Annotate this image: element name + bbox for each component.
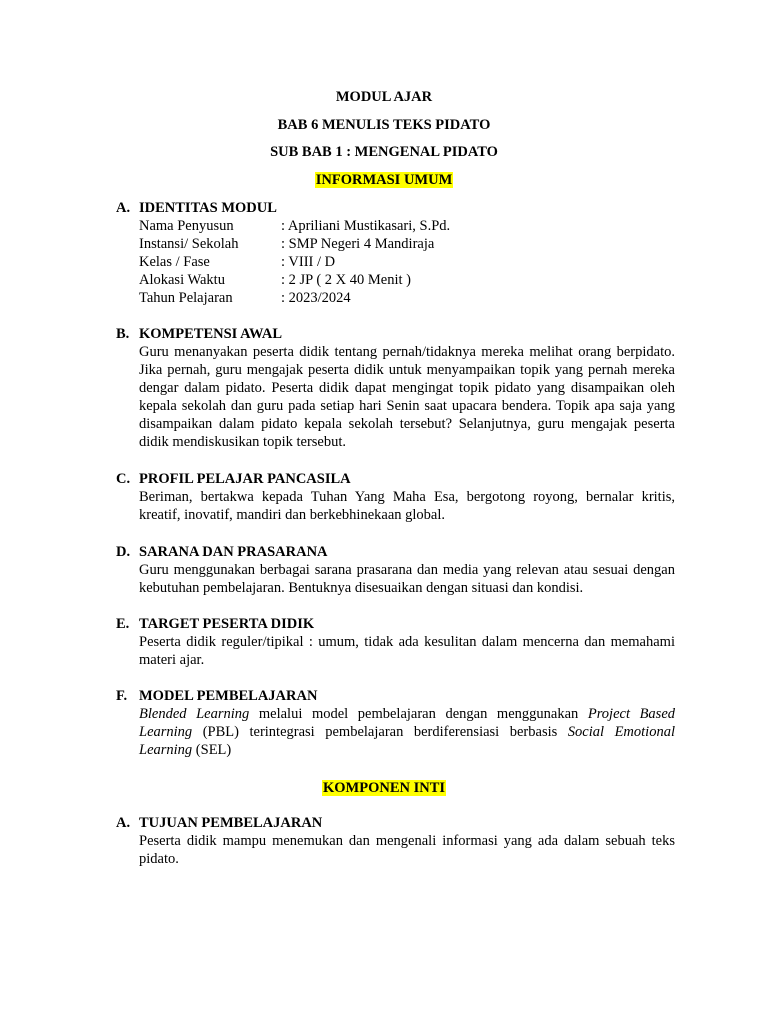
section-sarana — [116, 543, 676, 597]
section-heading — [116, 687, 676, 705]
body-text: (PBL) terintegrasi pembelajaran berdiferensiasi berbasis — [192, 724, 568, 740]
section-body: Beriman, bertakwa kepada Tuhan Yang Maha Esa, bergotong royong, bernalar kritis, kreatif, inovatif, mandiri dan berkebhinekaan global. — [139, 489, 675, 523]
section-body: Peserta didik mampu menemukan dan mengenali informasi yang ada dalam sebuah teks pidato. — [139, 833, 675, 867]
section-letter: A. — [116, 200, 131, 216]
komponen-inti-label: KOMPONEN INTI — [322, 780, 446, 796]
identitas-key: Kelas / Fase — [139, 254, 210, 270]
section-heading — [116, 325, 676, 343]
section-heading — [116, 615, 676, 633]
section-letter: D. — [116, 544, 131, 560]
identitas-key: Alokasi Waktu — [139, 272, 225, 288]
section-heading — [116, 543, 676, 561]
term-blended: Blended Learning — [139, 706, 250, 722]
section-kompetensi — [116, 325, 676, 451]
identitas-key: Tahun Pelajaran — [139, 290, 233, 306]
identitas-row — [139, 217, 675, 235]
section-model — [116, 687, 676, 759]
identitas-row — [139, 253, 675, 271]
section-body — [139, 705, 675, 759]
identitas-key: Instansi/ Sekolah — [139, 236, 239, 252]
term-pbl: Project Based Learning — [139, 706, 676, 740]
identitas-row — [139, 235, 675, 253]
section-body: Guru menanyakan peserta didik tentang pernah/tidaknya mereka melihat orang berpidato. Jika pernah, guru mengajak peserta didik untuk menyampaikan topik yang pernah mereka dengar dalam pidato. Peserta didik dapat mengingat topik pidato yang disampaikan oleh kepala sekolah dan guru pada setiap hari Senin saat upacara bendera. Topik apa saja yang disampaikan dalam pidato kepala sekolah tersebut? Selanjutnya, guru mengajak peserta didik mendiskusikan topik tersebut. — [139, 344, 675, 450]
identitas-key: Nama Penyusun — [139, 218, 234, 234]
section-title: KOMPETENSI AWAL — [139, 326, 283, 342]
identitas-value: : VIII / D — [281, 254, 336, 270]
section-title: MODEL PEMBELAJARAN — [139, 688, 318, 704]
section-identitas — [116, 199, 676, 307]
section-letter: E. — [116, 616, 130, 632]
section-target — [116, 615, 676, 669]
section-title: TARGET PESERTA DIDIK — [139, 616, 315, 632]
body-text: (SEL) — [192, 742, 232, 758]
section-letter: F. — [116, 688, 128, 704]
identitas-value: : SMP Negeri 4 Mandiraja — [281, 236, 435, 252]
section-letter: C. — [116, 471, 131, 487]
identitas-value: : 2023/2024 — [281, 290, 351, 306]
identitas-row — [139, 289, 675, 307]
identitas-value: : 2 JP ( 2 X 40 Menit ) — [281, 272, 411, 288]
section-title: IDENTITAS MODUL — [139, 200, 277, 216]
komponen-inti-heading — [0, 779, 768, 797]
section-tujuan — [116, 814, 676, 868]
section-title: PROFIL PELAJAR PANCASILA — [139, 471, 351, 487]
section-letter: A. — [116, 815, 131, 831]
body-text: melalui model pembelajaran dengan menggunakan — [249, 706, 588, 722]
section-heading — [116, 199, 676, 217]
chapter-title: BAB 6 MENULIS TEKS PIDATO — [277, 117, 491, 133]
term-sel: Social Emotional Learning — [139, 724, 675, 758]
subchapter-title: SUB BAB 1 : MENGENAL PIDATO — [270, 144, 498, 160]
informasi-umum-label: INFORMASI UMUM — [315, 172, 453, 188]
identitas-row — [139, 271, 675, 289]
section-profil — [116, 470, 676, 524]
identitas-value: : Apriliani Mustikasari, S.Pd. — [281, 218, 451, 234]
identitas-table — [139, 217, 675, 307]
section-letter: B. — [116, 326, 130, 342]
section-body: Guru menggunakan berbagai sarana prasarana dan media yang relevan atau sesuai dengan kebutuhan pembelajaran. Bentuknya disesuaikan dengan situasi dan kondisi. — [139, 562, 675, 596]
section-title: TUJUAN PEMBELAJARAN — [139, 815, 323, 831]
section-heading — [116, 814, 676, 832]
informasi-umum-heading — [0, 171, 768, 189]
section-title: SARANA DAN PRASARANA — [139, 544, 328, 560]
document-title: MODUL AJAR — [335, 89, 433, 105]
section-heading — [116, 470, 676, 488]
section-body: Peserta didik reguler/tipikal : umum, tidak ada kesulitan dalam mencerna dan memahami materi ajar. — [139, 634, 675, 668]
